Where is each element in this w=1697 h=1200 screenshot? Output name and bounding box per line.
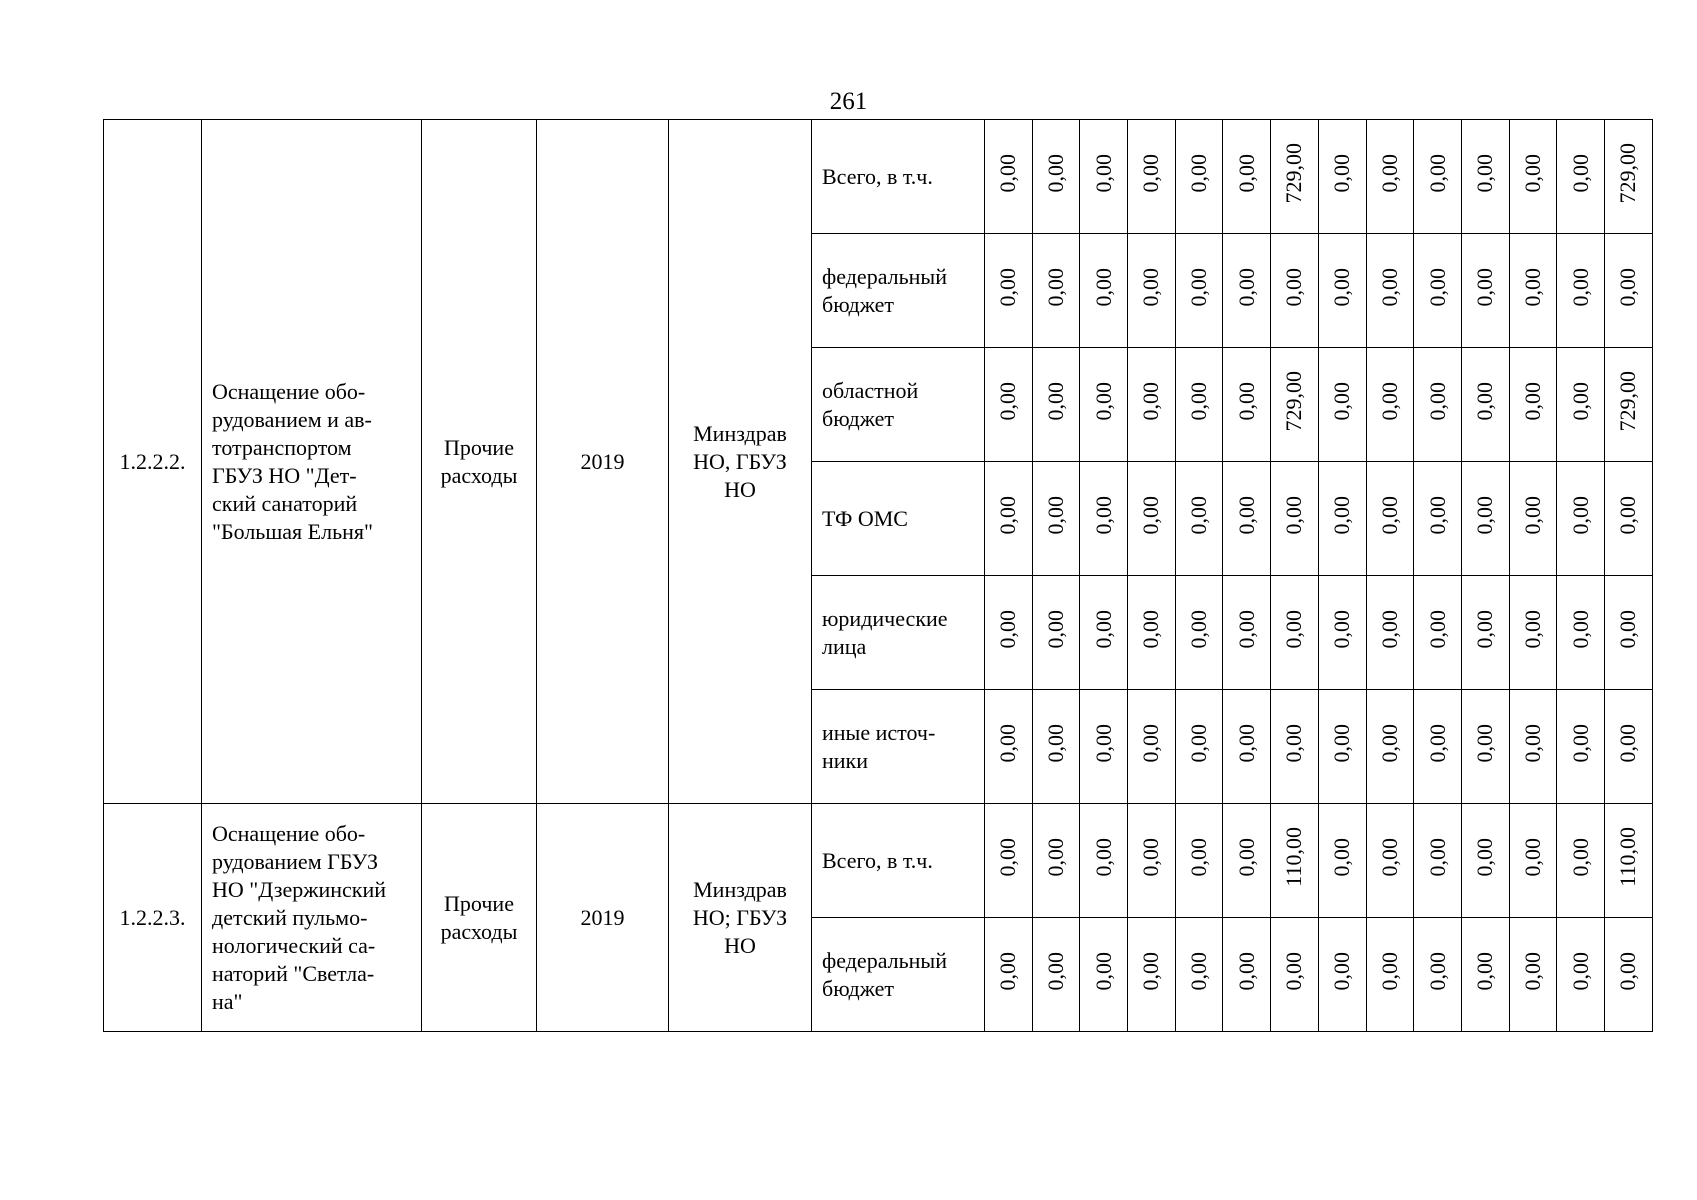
item-name-line: "Большая Ельня" [212, 518, 373, 544]
value-text: 0,00 [1472, 609, 1498, 649]
value-cell [1080, 462, 1128, 576]
value-cell [1461, 348, 1509, 462]
value-text: 0,00 [1519, 495, 1545, 535]
value-text: 0,00 [1090, 723, 1116, 763]
value-text: 729,00 [1615, 142, 1641, 204]
value-text: 0,00 [1519, 609, 1545, 649]
value-text: 0,00 [1043, 381, 1069, 421]
value-text: 110,00 [1281, 827, 1307, 887]
value-cell [1318, 348, 1366, 462]
value-text: 0,00 [1090, 381, 1116, 421]
value-text: 0,00 [1233, 723, 1259, 763]
value-cell [1604, 576, 1652, 690]
value-cell [1509, 120, 1557, 234]
value-text: 0,00 [1090, 267, 1116, 307]
value-cell [1509, 918, 1557, 1032]
value-cell [1604, 348, 1652, 462]
value-text: 0,00 [995, 267, 1021, 307]
responsible [669, 120, 812, 804]
value-cell [985, 234, 1033, 348]
value-text: 0,00 [1043, 153, 1069, 193]
value-text: 0,00 [1090, 951, 1116, 991]
value-cell [1223, 804, 1271, 918]
value-text: 0,00 [1138, 495, 1164, 535]
value-text: 0,00 [1472, 267, 1498, 307]
value-cell [1080, 690, 1128, 804]
value-cell [1032, 120, 1080, 234]
value-text: 0,00 [1138, 837, 1164, 877]
responsible-line: Минздрав [693, 420, 787, 446]
funding-source [812, 804, 985, 918]
funding-source-line: Всего, в т.ч. [822, 847, 933, 873]
value-cell [1366, 348, 1414, 462]
value-text: 0,00 [1233, 951, 1259, 991]
funding-source-line: бюджет [822, 975, 894, 1001]
item-name [202, 120, 422, 804]
value-text: 0,00 [1138, 723, 1164, 763]
value-text: 0,00 [1615, 723, 1641, 763]
value-cell [1461, 120, 1509, 234]
item-name-line: наторий "Светла- [212, 960, 375, 986]
value-cell [1271, 690, 1319, 804]
value-text: 0,00 [1376, 609, 1402, 649]
value-text: 0,00 [1519, 153, 1545, 193]
value-text: 0,00 [1090, 837, 1116, 877]
value-cell [1557, 576, 1605, 690]
value-text: 0,00 [1233, 153, 1259, 193]
value-cell [1366, 804, 1414, 918]
value-cell [1032, 234, 1080, 348]
value-text: 0,00 [995, 951, 1021, 991]
value-cell [1271, 120, 1319, 234]
item-name-line: Оснащение обо- [212, 820, 366, 846]
value-text: 0,00 [1281, 267, 1307, 307]
funding-source [812, 348, 985, 462]
responsible-line: НО, ГБУЗ [693, 448, 787, 474]
value-text: 0,00 [995, 609, 1021, 649]
value-cell [1175, 348, 1223, 462]
value-text: 0,00 [1233, 381, 1259, 421]
value-text: 0,00 [1186, 267, 1212, 307]
value-text: 0,00 [1472, 951, 1498, 991]
value-cell [1080, 804, 1128, 918]
value-cell [1032, 918, 1080, 1032]
responsible-line: НО [724, 476, 756, 502]
item-name-line: рудованием ГБУЗ [212, 848, 378, 874]
value-text: 0,00 [1567, 495, 1593, 535]
item-name-line: ГБУЗ НО "Дет- [212, 462, 357, 488]
value-text: 0,00 [1615, 495, 1641, 535]
funding-source-line: ТФ ОМС [822, 505, 908, 531]
value-cell [1175, 462, 1223, 576]
value-text: 0,00 [1615, 951, 1641, 991]
value-text: 0,00 [1329, 381, 1355, 421]
value-cell [1223, 348, 1271, 462]
funding-source-line: федеральный [822, 947, 947, 973]
value-text: 0,00 [1138, 609, 1164, 649]
value-text: 0,00 [1233, 609, 1259, 649]
value-text: 0,00 [995, 381, 1021, 421]
funding-source [812, 576, 985, 690]
value-text: 110,00 [1615, 827, 1641, 887]
value-text: 0,00 [1519, 837, 1545, 877]
funding-source [812, 690, 985, 804]
value-cell [1604, 462, 1652, 576]
value-text: 0,00 [1233, 495, 1259, 535]
value-text: 0,00 [1376, 381, 1402, 421]
value-cell [1175, 234, 1223, 348]
value-text: 0,00 [1376, 951, 1402, 991]
value-text: 0,00 [1567, 153, 1593, 193]
value-cell [1271, 576, 1319, 690]
funding-source-line: юридические [822, 605, 948, 631]
item-name-line: детский пульмо- [212, 904, 368, 930]
value-text: 0,00 [1043, 723, 1069, 763]
value-cell [1271, 462, 1319, 576]
budget-table [103, 119, 1653, 1032]
item-name-line: ский санаторий [212, 490, 358, 516]
value-text: 0,00 [1281, 951, 1307, 991]
value-cell [1366, 576, 1414, 690]
funding-source [812, 120, 985, 234]
value-cell [1461, 234, 1509, 348]
value-cell [1032, 462, 1080, 576]
value-text: 0,00 [1043, 609, 1069, 649]
value-cell [1366, 918, 1414, 1032]
value-cell [1175, 576, 1223, 690]
funding-source-line: Всего, в т.ч. [822, 163, 933, 189]
value-text: 0,00 [1329, 951, 1355, 991]
value-text: 0,00 [1376, 495, 1402, 535]
value-cell [1557, 120, 1605, 234]
value-cell [1318, 918, 1366, 1032]
value-text: 0,00 [1615, 609, 1641, 649]
value-text: 0,00 [1329, 153, 1355, 193]
value-text: 0,00 [1472, 381, 1498, 421]
funding-source-line: бюджет [822, 291, 894, 317]
value-cell [1509, 348, 1557, 462]
value-text: 0,00 [1567, 837, 1593, 877]
value-cell [1414, 918, 1462, 1032]
item-name-line: тотранспортом [212, 434, 352, 460]
page-number: 261 [829, 88, 868, 115]
value-text: 0,00 [1424, 267, 1450, 307]
value-text: 0,00 [995, 495, 1021, 535]
value-cell [1604, 690, 1652, 804]
value-text: 0,00 [1043, 495, 1069, 535]
expense-type [422, 120, 537, 804]
value-cell [1414, 462, 1462, 576]
value-cell [1509, 234, 1557, 348]
item-code: 1.2.2.3. [104, 804, 202, 1032]
value-text: 0,00 [1424, 381, 1450, 421]
value-cell [1223, 918, 1271, 1032]
value-text: 0,00 [1567, 609, 1593, 649]
value-cell [1223, 462, 1271, 576]
value-cell [1557, 234, 1605, 348]
value-cell [1175, 120, 1223, 234]
value-text: 0,00 [1472, 495, 1498, 535]
value-cell [1461, 804, 1509, 918]
value-cell [1318, 804, 1366, 918]
value-cell [1509, 576, 1557, 690]
value-cell [1557, 462, 1605, 576]
value-cell [985, 690, 1033, 804]
value-cell [1604, 804, 1652, 918]
value-text: 0,00 [1233, 837, 1259, 877]
responsible-line: Минздрав [693, 876, 787, 902]
value-text: 0,00 [1567, 267, 1593, 307]
value-cell [1414, 576, 1462, 690]
value-text: 0,00 [1186, 495, 1212, 535]
value-text: 0,00 [1376, 153, 1402, 193]
table-row [104, 120, 1653, 234]
value-cell [1557, 918, 1605, 1032]
value-text: 0,00 [1138, 951, 1164, 991]
value-cell [1604, 918, 1652, 1032]
value-cell [1414, 120, 1462, 234]
value-text: 0,00 [1424, 153, 1450, 193]
value-cell [1366, 120, 1414, 234]
value-text: 0,00 [1519, 381, 1545, 421]
value-cell [1128, 690, 1176, 804]
value-text: 0,00 [1519, 723, 1545, 763]
expense-type-line: расходы [440, 918, 518, 944]
value-cell [1318, 690, 1366, 804]
value-cell [1271, 348, 1319, 462]
table-row [104, 804, 1653, 918]
value-cell [1604, 234, 1652, 348]
value-cell [1175, 804, 1223, 918]
value-cell [1318, 462, 1366, 576]
value-text: 0,00 [1186, 723, 1212, 763]
value-text: 0,00 [1567, 381, 1593, 421]
funding-source-line: иные источ- [822, 719, 936, 745]
item-name-line: на" [212, 988, 243, 1014]
item-name-line: рудованием и ав- [212, 406, 372, 432]
value-text: 729,00 [1281, 142, 1307, 204]
value-text: 729,00 [1281, 370, 1307, 432]
value-cell [1461, 576, 1509, 690]
value-text: 0,00 [1424, 837, 1450, 877]
value-text: 0,00 [1329, 723, 1355, 763]
value-text: 0,00 [1138, 267, 1164, 307]
value-cell [1128, 918, 1176, 1032]
value-cell [1032, 690, 1080, 804]
value-cell [1366, 690, 1414, 804]
value-cell [1509, 690, 1557, 804]
value-cell [985, 120, 1033, 234]
funding-source [812, 462, 985, 576]
value-text: 0,00 [1186, 951, 1212, 991]
value-text: 0,00 [995, 153, 1021, 193]
value-cell [1175, 690, 1223, 804]
value-cell [1128, 804, 1176, 918]
value-text: 0,00 [1090, 495, 1116, 535]
value-text: 0,00 [1376, 267, 1402, 307]
value-cell [1080, 918, 1128, 1032]
value-text: 0,00 [1186, 609, 1212, 649]
value-cell [1414, 348, 1462, 462]
item-name-line: Оснащение обо- [212, 378, 366, 404]
value-text: 0,00 [1424, 951, 1450, 991]
value-text: 0,00 [1138, 381, 1164, 421]
value-text: 0,00 [1186, 153, 1212, 193]
value-cell [1080, 234, 1128, 348]
year: 2019 [537, 804, 669, 1032]
value-cell [1271, 918, 1319, 1032]
value-cell [1461, 462, 1509, 576]
value-text: 0,00 [995, 837, 1021, 877]
value-text: 0,00 [1233, 267, 1259, 307]
value-cell [1271, 234, 1319, 348]
value-cell [1557, 690, 1605, 804]
value-cell [985, 348, 1033, 462]
value-cell [1128, 462, 1176, 576]
value-cell [1414, 234, 1462, 348]
funding-source-line: ники [822, 747, 869, 773]
value-text: 0,00 [1376, 723, 1402, 763]
value-cell [1223, 120, 1271, 234]
value-cell [1604, 120, 1652, 234]
value-text: 0,00 [1090, 609, 1116, 649]
value-cell [985, 576, 1033, 690]
value-text: 0,00 [1424, 495, 1450, 535]
value-cell [1032, 804, 1080, 918]
value-text: 0,00 [1281, 723, 1307, 763]
value-text: 0,00 [1472, 153, 1498, 193]
value-cell [1032, 576, 1080, 690]
expense-type [422, 804, 537, 1032]
value-cell [1128, 120, 1176, 234]
value-text: 0,00 [1138, 153, 1164, 193]
expense-type-line: Прочие [444, 890, 514, 916]
value-cell [1414, 690, 1462, 804]
value-cell [1080, 576, 1128, 690]
value-cell [1223, 234, 1271, 348]
value-text: 0,00 [995, 723, 1021, 763]
funding-source [812, 918, 985, 1032]
value-text: 0,00 [1329, 837, 1355, 877]
value-cell [985, 804, 1033, 918]
value-text: 0,00 [1519, 267, 1545, 307]
item-code: 1.2.2.2. [104, 120, 202, 804]
value-cell [1557, 804, 1605, 918]
responsible-line: НО; ГБУЗ [692, 904, 788, 930]
value-cell [1461, 918, 1509, 1032]
value-cell [1318, 234, 1366, 348]
value-cell [1128, 348, 1176, 462]
value-cell [1032, 348, 1080, 462]
value-cell [1509, 462, 1557, 576]
value-cell [1128, 234, 1176, 348]
expense-type-line: расходы [440, 462, 518, 488]
value-cell [1414, 804, 1462, 918]
value-cell [1366, 234, 1414, 348]
value-text: 0,00 [1043, 837, 1069, 877]
funding-source [812, 234, 985, 348]
value-text: 0,00 [1281, 495, 1307, 535]
value-text: 0,00 [1043, 951, 1069, 991]
item-name-line: нологический са- [212, 932, 376, 958]
value-text: 0,00 [1424, 723, 1450, 763]
value-cell [1271, 804, 1319, 918]
value-cell [1461, 690, 1509, 804]
year: 2019 [537, 120, 669, 804]
value-cell [1223, 576, 1271, 690]
value-cell [1509, 804, 1557, 918]
funding-source-line: лица [822, 633, 867, 659]
value-text: 0,00 [1090, 153, 1116, 193]
value-text: 0,00 [1615, 267, 1641, 307]
value-cell [1318, 120, 1366, 234]
responsible-line: НО [724, 932, 756, 958]
value-cell [1080, 120, 1128, 234]
value-text: 0,00 [1567, 951, 1593, 991]
value-text: 0,00 [1472, 723, 1498, 763]
value-cell [985, 918, 1033, 1032]
funding-source-line: областной [822, 377, 919, 403]
responsible [669, 804, 812, 1032]
value-text: 0,00 [1472, 837, 1498, 877]
value-text: 0,00 [1186, 837, 1212, 877]
value-text: 0,00 [1329, 267, 1355, 307]
value-text: 0,00 [1186, 381, 1212, 421]
funding-source-line: бюджет [822, 405, 894, 431]
value-text: 0,00 [1329, 609, 1355, 649]
value-cell [1223, 690, 1271, 804]
value-text: 0,00 [1043, 267, 1069, 307]
item-name-line: НО "Дзержинский [212, 876, 387, 902]
value-cell [1366, 462, 1414, 576]
value-cell [1128, 576, 1176, 690]
funding-source-line: федеральный [822, 263, 947, 289]
value-text: 0,00 [1329, 495, 1355, 535]
value-cell [1318, 576, 1366, 690]
value-cell [1080, 348, 1128, 462]
value-text: 0,00 [1424, 609, 1450, 649]
value-text: 0,00 [1519, 951, 1545, 991]
value-text: 0,00 [1567, 723, 1593, 763]
value-text: 0,00 [1281, 609, 1307, 649]
value-text: 0,00 [1376, 837, 1402, 877]
value-cell [985, 462, 1033, 576]
value-cell [1175, 918, 1223, 1032]
value-text: 729,00 [1615, 370, 1641, 432]
value-cell [1557, 348, 1605, 462]
item-name [202, 804, 422, 1032]
expense-type-line: Прочие [444, 434, 514, 460]
